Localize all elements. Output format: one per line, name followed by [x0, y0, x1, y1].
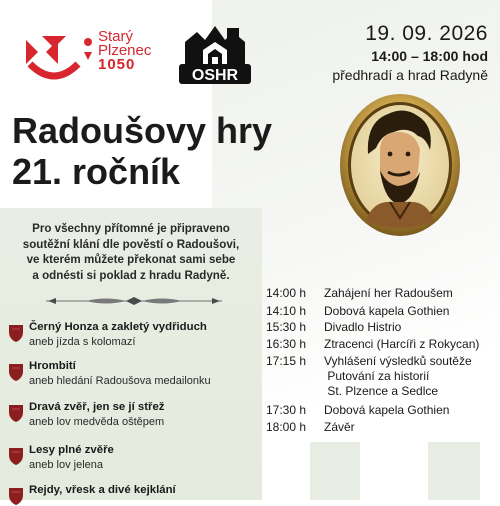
intro-line: Pro všechny přítomné je připraveno: [32, 222, 230, 235]
intro-text: [14, 221, 248, 283]
activity-subtitle: aneb lov jelena: [29, 459, 104, 471]
schedule-time: 18:00 h: [266, 420, 307, 434]
activity-title: Rejdy, vřesk a divé kejklání: [29, 484, 176, 496]
schedule-time: 17:15 h: [266, 354, 307, 368]
activity-subtitle: aneb jízda s kolomazí: [29, 336, 136, 348]
background-square: [428, 442, 480, 500]
background-square: [368, 470, 420, 500]
schedule-line: St. Plzence a Sedlce: [324, 384, 439, 398]
activity-title: Lesy plné zvěře: [29, 444, 114, 456]
schedule-text: [324, 354, 472, 399]
event-time: 14:00 – 18:00 hod: [371, 48, 488, 64]
schedule-line: Vyhlášení výsledků soutěže: [324, 354, 472, 368]
schedule-text: [324, 403, 449, 418]
activity-subtitle: aneb hledání Radoušova medailonku: [29, 375, 211, 387]
ornamental-divider: [46, 296, 222, 306]
activity-subtitle: aneb lov medvěda oštěpem: [29, 416, 165, 428]
event-place: předhradí a hrad Radyně: [332, 67, 488, 83]
schedule-line: Ztracenci (Harcíři z Rokycan): [324, 337, 480, 351]
radous-portrait-medallion: [338, 92, 462, 238]
schedule-time: 15:30 h: [266, 320, 307, 334]
page-subtitle: 21. ročník: [12, 151, 181, 192]
activity-title: Černý Honza a zakletý vydřiduch: [29, 321, 207, 333]
schedule-text: [324, 320, 401, 335]
schedule-line: Divadlo Histrio: [324, 320, 402, 334]
logo-text-line: 1050: [98, 56, 136, 73]
shield-icon: [8, 446, 24, 466]
intro-line: a odnésti si poklad z hradu Radyně.: [32, 268, 230, 282]
stary-plzenec-wordmark: [98, 30, 151, 72]
schedule-text: [324, 304, 449, 319]
schedule-text: [324, 337, 479, 352]
page-title: Radoušovy hry: [12, 110, 273, 151]
shield-icon: [8, 403, 24, 423]
background-square: [310, 442, 360, 500]
schedule-time: 16:30 h: [266, 337, 307, 351]
schedule-line: Závěr: [324, 420, 355, 434]
schedule-line: Dobová kapela Gothien: [324, 304, 450, 318]
oshr-logo: [177, 22, 253, 86]
shield-icon: [8, 323, 24, 343]
schedule-time: 14:10 h: [266, 304, 307, 318]
schedule-line: Dobová kapela Gothien: [324, 403, 450, 417]
event-date: 19. 09. 2026: [365, 22, 488, 45]
activity-title: Hrombití: [29, 360, 76, 372]
logo-text-line: Starý: [98, 28, 134, 45]
schedule-line: Putování za historií: [324, 369, 430, 383]
schedule-text: [324, 420, 355, 435]
shield-icon: [8, 486, 24, 506]
schedule-line: Zahájení her Radoušem: [324, 286, 453, 300]
schedule-time: 14:00 h: [266, 286, 307, 300]
activity-title: Dravá zvěř, jen se jí střež: [29, 401, 165, 413]
schedule-text: [324, 286, 453, 301]
intro-line: ve kterém můžete překonat sami sebe: [26, 253, 236, 266]
shield-icon: [8, 362, 24, 382]
oshr-logo-text: OSHR: [191, 67, 239, 84]
schedule-time: 17:30 h: [266, 403, 307, 417]
intro-line: soutěžní klání dle pověstí o Radoušovi,: [22, 237, 240, 251]
logo-text-line: Plzenec: [98, 42, 152, 59]
